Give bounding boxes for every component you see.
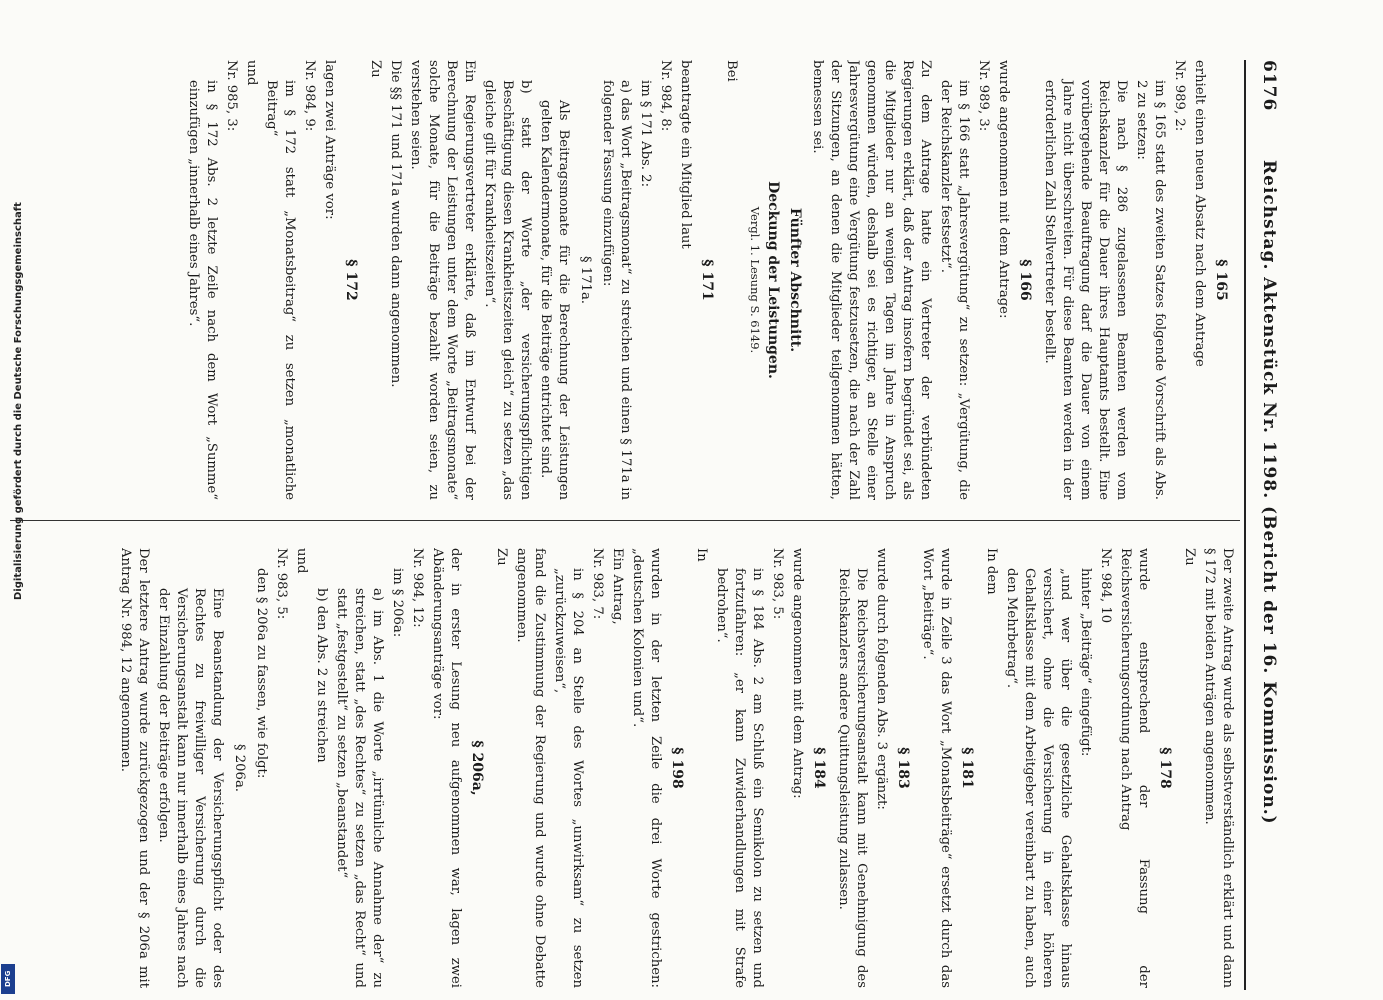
paragraph: den § 206a zu fassen, wie folgt: [254, 568, 269, 779]
paragraph: fand die Zustimmung der Regierung und wurde ohne Debatte angenommen. [514, 548, 547, 988]
paragraph: b) statt der Worte „der versicherungspflichtigen Beschäftigung diesen Krankheitszeiten gleich“ zu setzen „das gleiche gilt für Krankheitszeiten“. [482, 80, 533, 500]
paragraph: wurde angenommen mit dem Antrage: [996, 60, 1011, 319]
paragraph: In dem [984, 548, 999, 595]
paragraph: wurden in der letzten Zeile die drei Worte gestrichen: „deutschen Kolonien und“. [630, 548, 663, 988]
paragraph: in § 172 Abs. 2 letzte Zeile nach dem Wort „Summe“ einzufügen „innerhalb eines Jahres“. [186, 80, 219, 500]
column-divider [10, 520, 1240, 521]
paragraph: Nr. 983, 5: [770, 548, 785, 620]
paragraph: Nr. 985, 3: [224, 60, 239, 132]
running-title: Reichstag. Aktenstück Nr. 1198. (Bericht der 16. Kommission.) [1259, 160, 1279, 825]
paragraph: wurde entsprechend der Fassung der Reichsversicherungsordnung nach Antrag [1118, 548, 1151, 988]
paragraph: Als Beitragsmonate für die Berechnung der Leistungen gelten Kalendermonate, für die Beiträge entrichtet sind. [538, 100, 571, 500]
paragraph: „und wer über die gesetzliche Gehaltsklasse hinaus versichert, ohne die Versicherung in einer höheren Gehaltsklasse mit dem Arbeitgeber vereinbart zu haben, auch den Mehrbetrag“. [1004, 568, 1073, 988]
running-head [1250, 60, 1278, 990]
paragraph: Zu [368, 60, 383, 78]
paragraph: Zu [1182, 548, 1197, 566]
paragraph: wurde in Zeile 3 das Wort „Monatsbeiträge“ ersetzt durch das Wort „Beiträge“. [920, 548, 953, 988]
paragraph: Nr. 989, 3: [976, 60, 991, 132]
page-number: 6176 [1259, 60, 1279, 112]
paragraph: im § 166 statt „Jahresvergütung“ zu setzen: „Vergütung, die der Reichskanzler festsetzt“. [938, 80, 971, 500]
paragraph: Ein Antrag, [610, 548, 625, 625]
section-heading: § 171 [699, 259, 715, 301]
dfg-logo: DFG [1, 964, 15, 994]
paragraph: hinter „Beiträge“ eingefügt: [1078, 568, 1093, 757]
section-heading: § 183 [895, 747, 911, 789]
paragraph: Nr. 989, 2: [1172, 60, 1187, 132]
paragraph: Nr. 984, 12: [410, 548, 425, 628]
paragraph: im § 172 statt „Monatsbeitrag“ zu setzen „monatliche Beitrag“ [264, 80, 297, 500]
paragraph: und [294, 548, 309, 574]
paragraph: lagen zwei Anträge vor: [322, 60, 337, 220]
paragraph: Nr. 984, 10 [1098, 548, 1113, 624]
paragraph: Die §§ 171 und 171a wurden dann angenommen. [388, 60, 403, 388]
paragraph: wurde durch folgenden Abs. 3 ergänzt: [874, 548, 889, 810]
paragraph: Die nach § 286 zugelassenen Beamten werden vom Reichskanzler für die Dauer ihres Hauptamts bestellt. Eine vorübergehende Beauftragung darf die Dauer von einem Jahre nicht überschreiten. Für diese Beamten werden in der erforderlichen Zahl Stellvertreter bestellt. [1042, 80, 1129, 500]
paragraph: in § 184 Abs. 2 am Schluß ein Semikolon zu setzen und fortzufahren: „er kann Zuwiderhandlungen mit Strafe bedrohen“. [714, 568, 765, 988]
paragraph: der in erster Lesung neu aufgenommen war, lagen zwei Abänderungsanträge vor: [430, 548, 463, 988]
paragraph: § 171a. [578, 255, 593, 304]
paragraph: im § 165 statt des zweiten Satzes folgende Vorschrift als Abs. 2 zu setzen: [1134, 80, 1167, 500]
section-heading: § 198 [669, 747, 685, 789]
paragraph: Der zweite Antrag wurde als selbstverständlich erklärt und dann § 172 mit beiden Anträgen angenommen. [1202, 548, 1235, 988]
section-heading: § 206a, [469, 740, 485, 796]
paragraph: in § 204 an Stelle des Wortes „unwirksam“ zu setzen „zurückzuweisen“, [552, 568, 585, 988]
paragraph: Eine Beanstandung der Versicherungspflicht oder des Rechtes zu freiwilliger Versicherung durch die Versicherungsanstalt kann nur innerhalb eines Jahres nach der Einzahlung der Beiträge erfolgen. [156, 588, 225, 988]
left-column [46, 60, 1236, 500]
paragraph: Die Reichsversicherungsanstalt kann mit Genehmigung des Reichskanzlers andere Quittungsleistung zulassen. [836, 568, 869, 988]
paragraph: b) den Abs. 2 zu streichen [314, 588, 329, 763]
paragraph: § 206a. [232, 743, 247, 792]
paragraph: Nr. 984, 9: [302, 60, 317, 132]
credit-text: Digitalisierung gefördert durch die Deutsche Forschungsgemeinschaft [13, 202, 24, 600]
paragraph: wurde angenommen mit dem Antrag: [790, 548, 805, 799]
paragraph: a) das Wort „Beitragsmonat“ zu streichen und einen § 171a in folgender Fassung einzufügen: [600, 80, 633, 500]
paragraph: Zu [494, 548, 509, 566]
paragraph: In [694, 548, 709, 562]
paragraph: Nr. 983, 5: [274, 548, 289, 620]
paragraph: Bei [724, 60, 739, 82]
section-heading: § 166 [1017, 259, 1033, 301]
section-heading: § 165 [1213, 259, 1229, 301]
right-column [46, 548, 1236, 988]
citation: Vergl. 1. Lesung S. 6149. [748, 206, 762, 354]
paragraph: im § 171 Abs. 2: [638, 80, 653, 188]
paragraph: Ein Regierungsvertreter erklärte, daß im Entwurf bei der Berechnung der Leistungen unter dem Worte „Beitragsmonate“ solche Monate, für die Beiträge bezahlt worden seien, zu verstehen seien. [408, 60, 477, 500]
paragraph: beantragte ein Mitglied laut [678, 60, 693, 249]
paragraph: im § 206a: [390, 568, 405, 638]
paragraph: und [244, 60, 259, 86]
section-heading: § 181 [959, 747, 975, 789]
paragraph: erhielt einen neuen Absatz nach dem Antrage [1192, 60, 1207, 367]
chapter-heading: Fünfter Abschnitt. [787, 207, 803, 353]
paragraph: Nr. 983, 7: [590, 548, 605, 620]
section-heading: § 172 [343, 259, 359, 301]
chapter-heading: Deckung der Leistungen. [765, 181, 781, 379]
section-heading: § 184 [811, 747, 827, 789]
paragraph: Der letztere Antrag wurde zurückgezogen und der § 206a mit Antrag Nr. 984, 12 angenommen. [118, 548, 151, 988]
paragraph: a) im Abs. 1 die Worte „irrtümliche Annahme der“ zu streichen, statt „des Rechtes“ zu setzen „das Recht“ und statt „festgestellt“ zu setzen „beanstandet“ [334, 588, 385, 988]
digitization-credit [1, 0, 24, 1000]
section-heading: § 178 [1157, 747, 1173, 789]
paragraph: Zu dem Antrage hatte ein Vertreter der verbündeten Regierungen erklärt, daß der Antrag insofern begründet sei, als die Mitglieder nur an wenigen Tagen im Jahre in Anspruch genommen würden, deshalb sei es richtiger, an Stelle einer Jahresvergütung eine Vergütung festzusetzen, die nach der Zahl der Sitzungen, an denen die Mitglieder teilgenommen hätten, bemessen sei. [810, 60, 933, 500]
header-rule [1244, 60, 1246, 990]
paragraph: Nr. 984, 8: [658, 60, 673, 132]
